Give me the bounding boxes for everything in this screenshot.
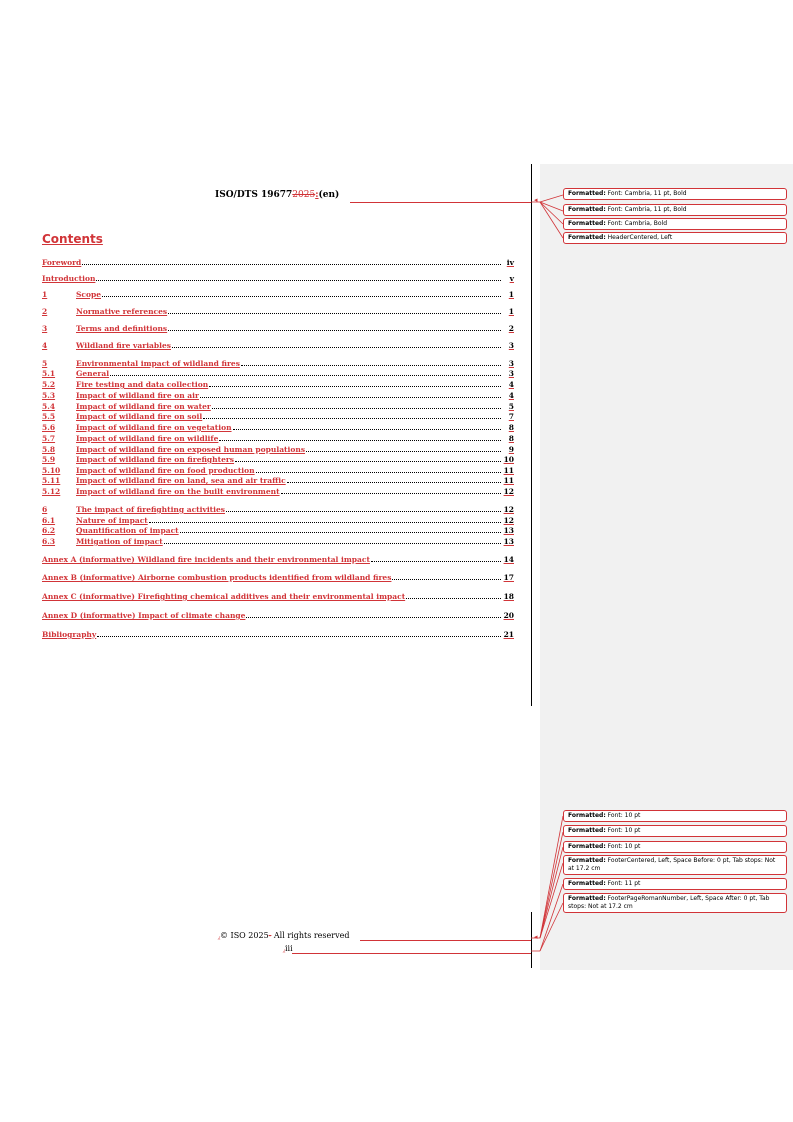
toc-entry[interactable] [42, 380, 514, 390]
header-anchor-icon: ◂ [534, 196, 538, 204]
toc-entry[interactable] [42, 555, 514, 565]
toc-leader-dots [256, 471, 501, 473]
toc-entry[interactable] [42, 307, 514, 317]
toc-entry[interactable] [42, 487, 514, 497]
toc-entry-page: 3 [508, 341, 514, 350]
balloon-label: Formatted: [568, 234, 606, 241]
toc-entry-page: 8 [508, 423, 514, 432]
toc-entry[interactable] [42, 423, 514, 433]
toc-entry-number: 5.12 [42, 487, 61, 496]
toc-entry-page: 1 [508, 290, 514, 299]
formatting-comment-balloon[interactable] [563, 232, 787, 244]
toc-leader-dots [203, 417, 501, 419]
footer-anchor-icon: ⁁ [218, 931, 220, 940]
toc-leader-dots [149, 521, 501, 523]
toc-entry[interactable] [42, 455, 514, 465]
header-doc-id: ISO/DTS 19677 [215, 190, 293, 200]
toc-entry-number: 6.3 [42, 537, 56, 546]
copyright-year: 2025 [248, 931, 269, 940]
toc-leader-dots [110, 374, 501, 376]
formatting-comment-balloon[interactable] [563, 893, 787, 913]
toc-entry-page: 9 [508, 445, 514, 454]
toc-entry-page: 3 [508, 359, 514, 368]
toc-entry-page: 13 [503, 537, 514, 546]
page-header [215, 190, 339, 200]
formatting-comment-balloon[interactable] [563, 204, 787, 216]
toc-entry-page: 13 [503, 526, 514, 535]
toc-leader-dots [306, 450, 501, 452]
footer-copyright [218, 931, 349, 940]
toc-entry-number: 6.2 [42, 526, 56, 535]
toc-entry-title: Impact of wildland fire on air [76, 391, 199, 400]
toc-entry-page: 12 [503, 487, 514, 496]
toc-leader-dots [392, 578, 501, 580]
toc-entry-page: 12 [503, 505, 514, 514]
toc-leader-dots [371, 560, 501, 562]
deleted-separator: - [268, 931, 272, 940]
toc-leader-dots [168, 329, 501, 331]
toc-entry-number: 5.2 [42, 380, 56, 389]
toc-leader-dots [200, 396, 501, 398]
toc-entry-page: 21 [503, 630, 514, 639]
toc-entry-title: Impact of wildland fire on soil [76, 412, 203, 421]
toc-entry-page: 12 [503, 516, 514, 525]
toc-entry-page: 5 [508, 402, 514, 411]
toc-entry-title: Annex C (informative) Firefighting chemical additives and their environmental impact [42, 592, 406, 601]
toc-entry-title: General [76, 369, 110, 378]
toc-leader-dots [164, 542, 501, 544]
toc-entry[interactable] [42, 258, 514, 268]
toc-entry-title: Fire testing and data collection [76, 380, 209, 389]
toc-leader-dots [241, 364, 501, 366]
toc-leader-dots [281, 492, 501, 494]
header-lang: (en) [318, 190, 340, 200]
toc-leader-dots [102, 295, 501, 297]
toc-entry-number: 5.6 [42, 423, 56, 432]
formatting-comment-balloon[interactable] [563, 810, 787, 822]
toc-entry-page: 4 [508, 380, 514, 389]
toc-entry-title: Impact of wildland fire on firefighters [76, 455, 235, 464]
toc-entry-title: Impact of wildland fire on food production [76, 466, 255, 475]
toc-entry-title: Impact of wildland fire on vegetation [76, 423, 232, 432]
toc-leader-dots [226, 510, 501, 512]
copyright-prefix: © ISO [220, 931, 246, 940]
toc-entry-page: 1 [508, 307, 514, 316]
balloon-text: Font: 10 pt [605, 812, 641, 819]
balloon-label: Formatted: [568, 220, 606, 227]
toc-entry-title: Impact of wildland fire on exposed human populations [76, 445, 306, 454]
toc-entry-page: 14 [503, 555, 514, 564]
footer-page-number: ⁁iii [283, 944, 293, 953]
toc-leader-dots [172, 346, 501, 348]
toc-entry[interactable] [42, 505, 514, 515]
balloon-label: Formatted: [568, 857, 606, 864]
toc-entry-page: 10 [503, 455, 514, 464]
toc-entry[interactable] [42, 445, 514, 455]
toc-entry-number: 5.8 [42, 445, 56, 454]
balloon-label: Formatted: [568, 843, 606, 850]
toc-entry-title: Annex D (informative) Impact of climate change [42, 611, 246, 620]
toc-entry[interactable] [42, 592, 514, 602]
toc-entry-number: 2 [42, 307, 48, 316]
toc-entry-page: 8 [508, 434, 514, 443]
toc-entry-number: 5.5 [42, 412, 56, 421]
toc-entry-page: iv [506, 258, 514, 267]
toc-entry[interactable] [42, 402, 514, 412]
formatting-comment-balloon[interactable] [563, 218, 787, 230]
toc-entry-page: 7 [508, 412, 514, 421]
balloon-text: Font: Cambria, Bold [605, 220, 668, 227]
toc-entry-page: v [509, 274, 514, 283]
balloon-text: FooterPageRomanNumber, Left, Space After: 0 pt, Tab stops: Not at 17.2 cm [568, 895, 770, 910]
toc-entry-page: 11 [503, 476, 514, 485]
toc-entry-title: Annex A (informative) Wildland fire incidents and their environmental impact [42, 555, 370, 564]
toc-entry[interactable] [42, 359, 514, 369]
toc-leader-dots [209, 385, 501, 387]
toc-entry-number: 3 [42, 324, 48, 333]
balloon-label: Formatted: [568, 206, 606, 213]
toc-entry-page: 2 [508, 324, 514, 333]
header-inserted: : [315, 190, 319, 200]
toc-entry-number: 5.10 [42, 466, 61, 475]
toc-entry-number: 5.3 [42, 391, 56, 400]
toc-entry[interactable] [42, 341, 514, 351]
formatting-comment-balloon[interactable] [563, 825, 787, 837]
toc-leader-dots [219, 439, 501, 441]
toc-entry-title: Impact of wildland fire on water [76, 402, 211, 411]
toc-entry-page: 4 [508, 391, 514, 400]
toc-leader-dots [82, 263, 501, 265]
page-number: iii [285, 944, 293, 953]
toc-entry[interactable] [42, 476, 514, 486]
toc-entry-title: Nature of impact [76, 516, 148, 525]
toc-entry-number: 6 [42, 505, 48, 514]
toc-entry-title: Environmental impact of wildland fires [76, 359, 240, 368]
balloon-text: Font: 11 pt [605, 880, 641, 887]
toc-entry-title: Foreword [42, 258, 82, 267]
balloon-text: Font: 10 pt [605, 843, 641, 850]
balloon-label: Formatted: [568, 812, 606, 819]
footer-revision-line [360, 940, 531, 941]
toc-entry-title: Terms and definitions [76, 324, 168, 333]
toc-entry-number: 6.1 [42, 516, 56, 525]
toc-entry-title: Bibliography [42, 630, 97, 639]
toc-entry[interactable] [42, 290, 514, 300]
toc-entry-number: 5.11 [42, 476, 61, 485]
page-edge-bottom [531, 912, 532, 968]
toc-entry-number: 5 [42, 359, 48, 368]
toc-entry-page: 17 [503, 573, 514, 582]
page-number-revision-line [292, 953, 531, 954]
toc-entry[interactable] [42, 526, 514, 536]
toc-leader-dots [97, 635, 501, 637]
toc-entry[interactable] [42, 537, 514, 547]
header-revision-line [350, 202, 531, 203]
toc-entry[interactable] [42, 324, 514, 334]
toc-entry-title: Impact of wildland fire on wildlife [76, 434, 219, 443]
header-deleted-year: 2025 [292, 190, 316, 200]
toc-entry-title: Quantification of impact [76, 526, 179, 535]
toc-entry[interactable] [42, 516, 514, 526]
toc-entry-number: 5.7 [42, 434, 56, 443]
balloon-text: Font: Cambria, 11 pt, Bold [605, 190, 687, 197]
toc-leader-dots [406, 597, 501, 599]
toc-entry-title: Wildland fire variables [76, 341, 172, 350]
toc-leader-dots [246, 616, 501, 618]
balloon-label: Formatted: [568, 190, 606, 197]
toc-entry-page: 11 [503, 466, 514, 475]
balloon-text: HeaderCentered, Left [605, 234, 673, 241]
toc-leader-dots [212, 407, 501, 409]
balloon-text: Font: Cambria, 11 pt, Bold [605, 206, 687, 213]
toc-entry-page: 20 [503, 611, 514, 620]
toc-entry[interactable] [42, 434, 514, 444]
balloon-text: Font: 10 pt [605, 827, 641, 834]
toc-entry-number: 5.4 [42, 402, 56, 411]
toc-entry-title: Normative references [76, 307, 168, 316]
formatting-comment-balloon[interactable] [563, 841, 787, 853]
balloon-label: Formatted: [568, 880, 606, 887]
toc-entry[interactable] [42, 369, 514, 379]
toc-leader-dots [235, 460, 501, 462]
toc-entry-number: 4 [42, 341, 48, 350]
balloon-label: Formatted: [568, 895, 606, 902]
toc-entry[interactable] [42, 630, 514, 640]
formatting-comment-balloon[interactable] [563, 855, 787, 875]
toc-leader-dots [168, 312, 501, 314]
toc-entry[interactable] [42, 466, 514, 476]
toc-entry-title: Annex B (informative) Airborne combustion products identified from wildland fires [42, 573, 392, 582]
page-edge-top [531, 164, 532, 706]
toc-leader-dots [180, 531, 501, 533]
formatting-comment-balloon[interactable] [563, 878, 787, 890]
toc-entry-title: Mitigation of impact [76, 537, 163, 546]
toc-entry-number: 5.1 [42, 369, 56, 378]
toc-entry[interactable] [42, 274, 514, 284]
toc-entry[interactable] [42, 412, 514, 422]
toc-leader-dots [233, 428, 501, 430]
toc-entry-number: 1 [42, 290, 48, 299]
toc-leader-dots [96, 279, 501, 281]
toc-leader-dots [287, 481, 501, 483]
toc-entry-title: Impact of wildland fire on land, sea and air traffic [76, 476, 286, 485]
toc-entry[interactable] [42, 391, 514, 401]
toc-entry-page: 18 [503, 592, 514, 601]
contents-heading: Contents [42, 232, 103, 246]
toc-entry-title: Impact of wildland fire on the built environment [76, 487, 280, 496]
toc-entry[interactable] [42, 573, 514, 583]
formatting-comment-balloon[interactable] [563, 188, 787, 200]
toc-entry[interactable] [42, 611, 514, 621]
balloon-label: Formatted: [568, 827, 606, 834]
toc-entry-title: The impact of firefighting activities [76, 505, 225, 514]
footer-anchor-icon: ◂ [534, 933, 538, 941]
balloon-text: FooterCentered, Left, Space Before: 0 pt, Tab stops: Not at 17.2 cm [568, 857, 776, 872]
toc-entry-page: 3 [508, 369, 514, 378]
toc-entry-title: Scope [76, 290, 102, 299]
copyright-suffix: All rights reserved [271, 931, 350, 940]
toc-entry-number: 5.9 [42, 455, 56, 464]
toc-entry-title: Introduction [42, 274, 96, 283]
